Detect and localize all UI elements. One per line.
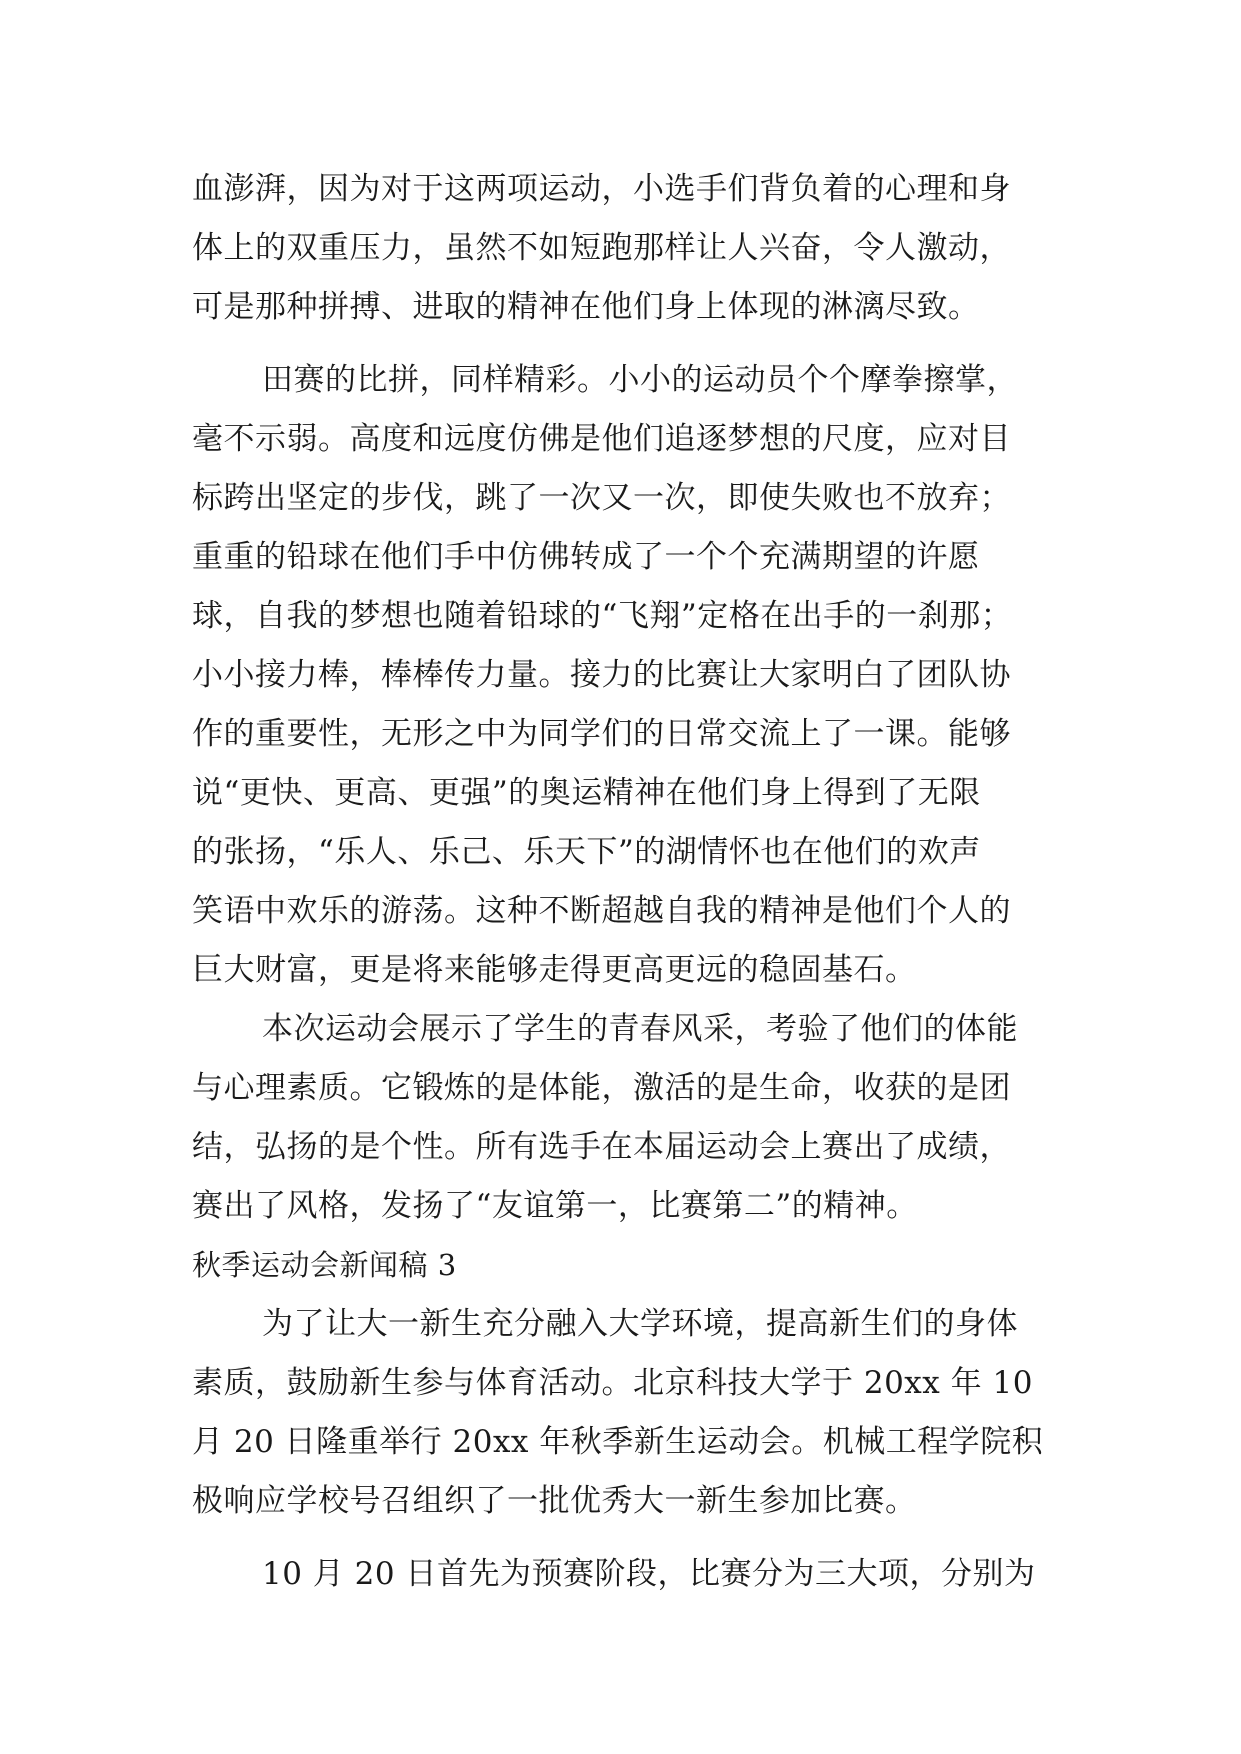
- text-line: 重重的铅球在他们手中仿佛转成了一个个充满期望的许愿: [192, 539, 980, 575]
- text-line: 月 20 日隆重举行 20xx 年秋季新生运动会。机械工程学院积: [192, 1424, 1044, 1460]
- text-line: 说“更快、更高、更强”的奥运精神在他们身上得到了无限: [192, 775, 981, 811]
- text-line: 极响应学校号召组织了一批优秀大一新生参加比赛。: [192, 1483, 917, 1519]
- text-line: 笑语中欢乐的游荡。这种不断超越自我的精神是他们个人的: [192, 893, 1011, 929]
- text-line: 赛出了风格，发扬了“友谊第一，比赛第二”的精神。: [192, 1188, 918, 1224]
- text-line: 素质，鼓励新生参与体育活动。北京科技大学于 20xx 年 10: [192, 1365, 1033, 1401]
- paragraph-first-line: 为了让大一新生充分融入大学环境，提高新生们的身体: [262, 1306, 1018, 1342]
- paragraph-gap: [192, 337, 1092, 351]
- article-body: [192, 160, 1092, 1604]
- text-line: 可是那种拼搏、进取的精神在他们身上体现的淋漓尽致。: [192, 289, 980, 325]
- text-line: 的张扬，“乐人、乐己、乐天下”的湖情怀也在他们的欢声: [192, 834, 981, 870]
- paragraph-first-line: 10 月 20 日首先为预赛阶段，比赛分为三大项，分别为: [262, 1556, 1036, 1592]
- text-line: 结，弘扬的是个性。所有选手在本届运动会上赛出了成绩，: [192, 1129, 1011, 1165]
- text-line: 巨大财富，更是将来能够走得更高更远的稳固基石。: [192, 952, 917, 988]
- text-line: 毫不示弱。高度和远度仿佛是他们追逐梦想的尺度，应对目: [192, 421, 1011, 457]
- text-line: 球，自我的梦想也随着铅球的“飞翔”定格在出手的一刹那；: [192, 598, 1013, 634]
- text-line: 标跨出坚定的步伐，跳了一次又一次，即使失败也不放弃；: [192, 480, 1011, 516]
- text-line: 血澎湃，因为对于这两项运动，小选手们背负着的心理和身: [192, 171, 1011, 207]
- paragraph-first-line: 田赛的比拼，同样精彩。小小的运动员个个摩拳擦掌，: [262, 362, 1018, 398]
- paragraph-first-line: 本次运动会展示了学生的青春风采，考验了他们的体能: [262, 1011, 1018, 1047]
- text-line: 小小接力棒，棒棒传力量。接力的比赛让大家明白了团队协: [192, 657, 1011, 693]
- paragraph-gap: [192, 1531, 1092, 1545]
- section-heading: 秋季运动会新闻稿 3: [192, 1248, 457, 1282]
- text-line: 体上的双重压力，虽然不如短跑那样让人兴奋，令人激动，: [192, 230, 1011, 266]
- text-line: 与心理素质。它锻炼的是体能，激活的是生命，收获的是团: [192, 1070, 1011, 1106]
- text-line: 作的重要性，无形之中为同学们的日常交流上了一课。能够: [192, 716, 1011, 752]
